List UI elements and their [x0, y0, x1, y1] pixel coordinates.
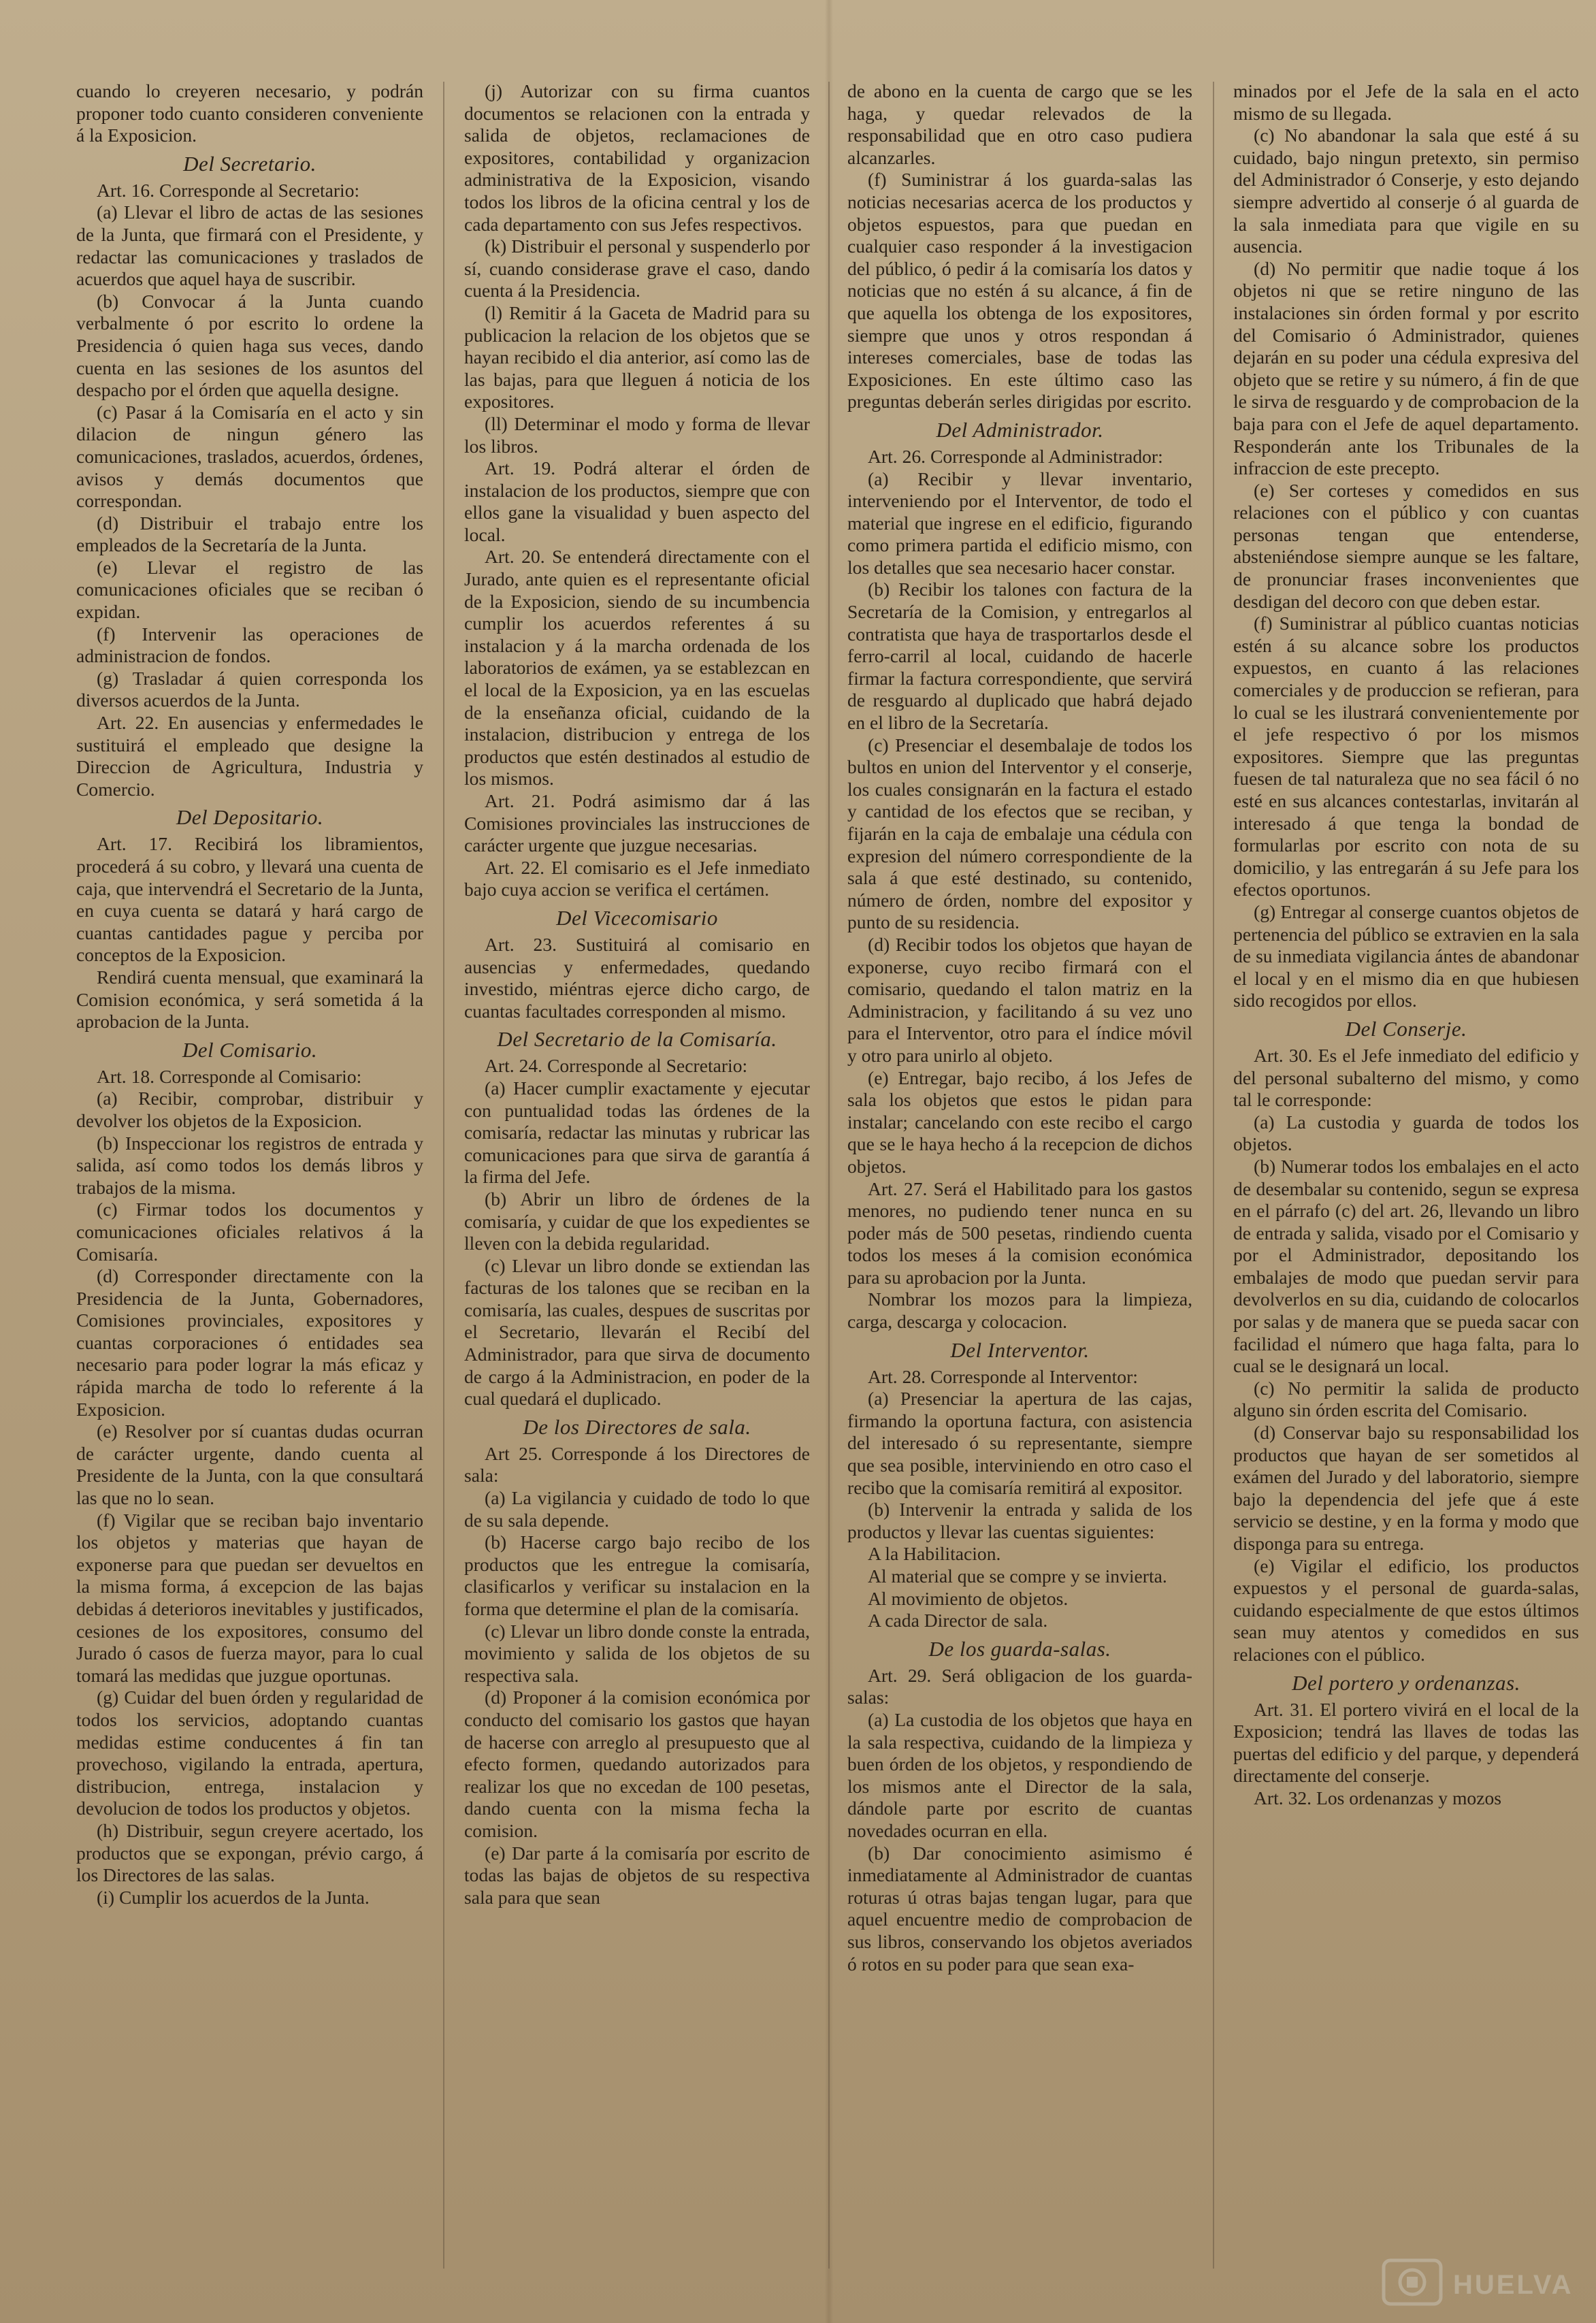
article-paragraph: (b) Dar conocimiento asimismo é inmediatamente al Administrador de cuantas roturas ú otras bajas tengan lugar, para que aquel encuentre medio de comprobacion de sus libros, conservando los objetos averiados ó rotos en su poder para que sean exa-: [847, 1842, 1192, 1975]
article-paragraph: (d) Proponer á la comision económica por conducto del comisario los gastos que hayan de hacerse con arreglo al presupuesto que al efecto formen, quedando autorizados para realizar los que no excedan de 100 pesetas, dando cuenta con la misma fecha la comision.: [464, 1687, 810, 1841]
article-paragraph: (c) No abandonar la sala que esté á su cuidado, bajo ningun pretexto, sin permiso del Administrador ó Conserje, y esto dejando siempre advertido al conserje ó al guarda de la sala inmediata para que vigile en su ausencia.: [1233, 125, 1579, 257]
article-paragraph: (f) Suministrar á los guarda-salas las noticias necesarias acerca de los productos y objetos espuestos, para que puedan en cualquier caso responder á la investigacion del público, ó pedir á la comisaría los datos y noticias que no estén á su alcance, á fin de que aquella los obtenga de los expositores, siempre que unos y otros respondan á intereses comerciales, base de todas las Exposiciones. En este último caso las preguntas deberán serles dirigidas por escrito.: [847, 169, 1192, 412]
article-paragraph: Art. 21. Podrá asimismo dar á las Comisiones provinciales las instrucciones de carácter urgente que juzgue necesarias.: [464, 790, 810, 856]
article-paragraph: (b) Recibir los talones con factura de la Secretaría de la Comision, y entregarlos al contratista que haya de trasportarlos desde el ferro-carril al local, cuidando de hacerle firmar la factura correspondiente, que servirá de resguardo al duplicado que habrá dejado en el libro de la Secretaría.: [847, 579, 1192, 734]
article-paragraph: (e) Ser corteses y comedidos en sus relaciones con el público y con cuantas personas tengan que entenderse, absteniéndose siempre aunque se les faltare, de pronunciar frases inconvenientes que desdigan del decoro con que deben estar.: [1233, 479, 1579, 612]
article-paragraph: Art. 32. Los ordenanzas y mozos: [1254, 1787, 1502, 1808]
section-heading: Del Interventor.: [950, 1337, 1090, 1362]
section-heading: Del Secretario de la Comisaría.: [497, 1027, 777, 1052]
archive-seal-icon: [1380, 2255, 1445, 2309]
article-paragraph: (e) Entregar, bajo recibo, á los Jefes de sala los objetos que estos le pidan para instalar; cancelando con este recibo el cargo que se le haya hecho á la recepcion de dichos objetos.: [847, 1067, 1192, 1177]
column-rule: [828, 82, 830, 2269]
article-paragraph: (b) Inspeccionar los registros de entrada y salida, así como todos los demás libros y trabajos de la misma.: [76, 1132, 423, 1198]
article-paragraph: (b) Intervenir la entrada y salida de los productos y llevar las cuentas siguientes:: [847, 1499, 1192, 1542]
article-paragraph: (e) Vigilar el edificio, los productos expuestos y el personal de guarda-salas, cuidando especialmente de que estos últimos sean muy atentos y comedidos en sus relaciones con el público.: [1233, 1555, 1579, 1665]
article-paragraph: Art. 20. Se entenderá directamente con el Jurado, ante quien es el representante oficial de la Exposicion, siendo de su incumbencia cumplir los acuerdos referentes á su instalacion y á la marcha ordenada de los laboratorios de exámen, ya se establezcan en el local de la Exposicion, ya en las escuelas de la enseñanza oficial, cuidando de la instalacion, distribucion y entrega de los productos que estén destinados al estudio de los mismos.: [464, 546, 810, 790]
article-paragraph: (a) Presenciar la apertura de las cajas, firmando la oportuna factura, con asistencia del interesado ó su representante, siempre que sea posible, interviniendo en otro caso el recibo que la comisaría remitirá al expositor.: [847, 1388, 1192, 1498]
article-paragraph: Art. 24. Corresponde al Secretario:: [485, 1055, 748, 1077]
article-paragraph: Art. 16. Corresponde al Secretario:: [97, 179, 360, 201]
article-paragraph: Rendirá cuenta mensual, que examinará la Comision económica, y será sometida á la aprobacion de la Junta.: [76, 966, 423, 1033]
article-paragraph: Art. 28. Corresponde al Interventor:: [868, 1365, 1138, 1387]
article-paragraph: Art 25. Corresponde á los Directores de sala:: [464, 1442, 810, 1487]
section-heading: Del Depositario.: [176, 805, 324, 830]
article-paragraph: Art. 19. Podrá alterar el órden de instalacion de los productos, siempre que con ellos gane la visualidad y buen aspecto del local.: [464, 457, 810, 545]
section-heading: Del portero y ordenanzas.: [1292, 1670, 1520, 1695]
article-paragraph: (g) Cuidar del buen órden y regularidad de todos los servicios, adoptando cuantas medidas estime conducentes á fin tan provechoso, vigilando la entrada, apertura, distribucion, entrega, instalacion y devolucion de todos los productos y objetos.: [76, 1687, 423, 1819]
article-paragraph: Art. 22. En ausencias y enfermedades le sustituirá el empleado que designe la Direccion de Agricultura, Industria y Comercio.: [76, 712, 423, 800]
article-paragraph: (a) Llevar el libro de actas de las sesiones de la Junta, que firmará con el Presidente, y redactar las comunicaciones y traslados de acuerdos que aquel haya de suscribir.: [76, 201, 423, 290]
article-paragraph: (g) Entregar al conserge cuantos objetos de pertenencia del público se extravien en la sala de su inmediata vigilancia ántes de abandonar el local y en el mismo dia en que hubiesen sido recogidos por ellos.: [1233, 900, 1579, 1011]
article-paragraph: Art. 18. Corresponde al Comisario:: [97, 1065, 362, 1087]
article-paragraph: Art. 22. El comisario es el Jefe inmediato bajo cuya accion se verifica el certámen.: [464, 856, 810, 900]
article-paragraph: (d) Corresponder directamente con la Presidencia de la Junta, Gobernadores, Comisiones provinciales, expositores y cuantas corporaciones ó entidades sea necesario para poder lograr la más eficaz y rápida marcha de todo lo referente á la Exposicion.: [76, 1265, 423, 1420]
article-paragraph: (g) Trasladar á quien corresponda los diversos acuerdos de la Junta.: [76, 667, 423, 711]
continued-paragraph: cuando lo creyeren necesario, y podrán proponer todo cuanto consideren conveniente á la Exposicion.: [76, 80, 423, 146]
article-paragraph: A cada Director de sala.: [868, 1610, 1048, 1631]
article-paragraph: (a) La custodia y guarda de todos los objetos.: [1233, 1111, 1579, 1155]
article-paragraph: (b) Numerar todos los embalajes en el acto de desembalar su contenido, segun se expresa en el párrafo (c) del art. 26, llevando un libro de entrada y salida, visado por el Comisario y por el Administrador, depositando los embalajes de modo que puedan servir para devolverlos en su dia, cuidando de colocarlos por salas y de manera que se pueda sacar con facilidad el número que haga falta, para lo cual se le designará un local.: [1233, 1155, 1579, 1377]
article-paragraph: Art. 30. Es el Jefe inmediato del edificio y del personal subalterno del mismo, y como tal le corresponde:: [1233, 1044, 1579, 1111]
continued-paragraph: minados por el Jefe de la sala en el acto mismo de su llegada.: [1233, 80, 1579, 124]
article-paragraph: (j) Autorizar con su firma cuantos documentos se relacionen con la entrada y salida de objetos, reclamaciones de expositores, contabilidad y organizacion administrativa de la Exposicion, visando todos los libros de la oficina central y los de cada departamento con sus Jefes respectivos.: [464, 80, 810, 235]
article-paragraph: Al movimiento de objetos.: [868, 1587, 1069, 1609]
article-paragraph: (c) Llevar un libro donde conste la entrada, movimiento y salida de los objetos de su respectiva sala.: [464, 1620, 810, 1686]
section-heading: Del Conserje.: [1345, 1016, 1467, 1041]
article-paragraph: (c) Llevar un libro donde se extiendan las facturas de los talones que se reciban en la comisaría, las cuales, despues de suscritas por el Secretario, llevarán el Recibí del Administrador, para que sirva de documento de cargo á la Administracion, en poder de la cual quedará el duplicado.: [464, 1254, 810, 1410]
article-paragraph: A la Habilitacion.: [868, 1543, 1001, 1565]
article-paragraph: (d) Conservar bajo su responsabilidad los productos que hayan de ser sometidos al exámen del Jurado y del laboratorio, siempre bajo la dependencia del jefe que á este servicio se destine, y en la forma y modo que disponga para su entrega.: [1233, 1422, 1579, 1554]
article-paragraph: (ll) Determinar el modo y forma de llevar los libros.: [464, 412, 810, 457]
article-paragraph: Al material que se compre y se invierta.: [868, 1565, 1167, 1587]
article-paragraph: (e) Llevar el registro de las comunicaciones oficiales que se reciban ó expidan.: [76, 556, 423, 623]
section-heading: Del Vicecomisario: [556, 905, 718, 930]
continued-paragraph: de abono en la cuenta de cargo que se les haga, y quedar relevados de la responsabilidad que en otro caso pudiera alcanzarles.: [847, 80, 1192, 168]
article-paragraph: (l) Remitir á la Gaceta de Madrid para su publicacion la relacion de los objetos que se hayan recibido el dia anterior, así como las de las bajas, para que lleguen á noticia de los expositores.: [464, 302, 810, 412]
article-paragraph: (c) Pasar á la Comisaría en el acto y sin dilacion de ningun género las comunicaciones, traslados, acuerdos, órdenes, avisos y demás documentos que correspondan.: [76, 401, 423, 512]
article-paragraph: (c) No permitir la salida de producto alguno sin órden escrita del Comisario.: [1233, 1377, 1579, 1421]
text-column-2: [464, 80, 810, 2286]
section-heading: Del Comisario.: [182, 1037, 318, 1062]
article-paragraph: (f) Suministrar al público cuantas noticias estén á su alcance sobre los productos expuestos, en cuanto á las relaciones comerciales y de produccion se refieran, para lo cual se les ilustrará convenientemente por el jefe respectivo ó por los mismos expositores. Siempre que las preguntas fuesen de tal naturaleza que no sea fácil ó no esté en sus alcances contestarlas, invitarán al interesado á que tenga la bondad de formularlas por escrito con nota de su domicilio, y las entregarán á su Jefe para los efectos oportunos.: [1233, 613, 1579, 900]
archive-watermark: [1380, 2255, 1584, 2309]
article-paragraph: Art. 26. Corresponde al Administrador:: [868, 445, 1163, 467]
article-paragraph: (b) Hacerse cargo bajo recibo de los productos que les entregue la comisaría, clasificarlos y verificar su instalacion en la forma que determine el plan de la comisaría.: [464, 1531, 810, 1619]
watermark-text: HUELVA: [1453, 2270, 1574, 2300]
article-paragraph: (a) Recibir, comprobar, distribuir y devolver los objetos de la Exposicion.: [76, 1088, 423, 1131]
article-paragraph: (d) Recibir todos los objetos que hayan de exponerse, cuyo recibo firmará con el comisario, quedando el talon matriz en la Administracion, y facilitando á su vez uno para el Interventor, otro para el índice móvil y otro para unirlo al objeto.: [847, 933, 1192, 1066]
article-paragraph: (b) Convocar á la Junta cuando verbalmente ó por escrito lo ordene la Presidencia ó quien haga sus veces, dando cuenta en las sesiones de los asuntos del despacho por el órden que aquella designe.: [76, 290, 423, 401]
article-paragraph: (c) Firmar todos los documentos y comunicaciones oficiales relativos á la Comisaría.: [76, 1199, 423, 1265]
article-paragraph: (i) Cumplir los acuerdos de la Junta.: [97, 1886, 370, 1908]
article-paragraph: Art. 27. Será el Habilitado para los gastos menores, no pudiendo tener nunca en su poder más de 500 pesetas, rindiendo cuenta todos los meses á la comision económica para su aprobacion por la Junta.: [847, 1177, 1192, 1288]
section-heading: De los guarda-salas.: [928, 1636, 1111, 1661]
article-paragraph: Art. 31. El portero vivirá en el local de la Exposicion; tendrá las llaves de todas las puertas del edificio y del parque, y dependerá directamente del conserje.: [1233, 1698, 1579, 1787]
article-paragraph: (c) Presenciar el desembalaje de todos los bultos en union del Interventor y el conserje, los cuales consignarán en la factura el estado y cantidad de los efectos que se reciban, y fijarán en la caja de embalaje una cédula con expresion del número correspondiente de la sala á que esté destinado, su contenido, número de órden, nombre del expositor y punto de su residencia.: [847, 734, 1192, 933]
text-column-1: [76, 80, 423, 2286]
article-paragraph: (k) Distribuir el personal y suspenderlo por sí, cuando considerase grave el caso, dando cuenta á la Presidencia.: [464, 235, 810, 302]
article-paragraph: (d) No permitir que nadie toque á los objetos ni que se retire ninguno de las instalaciones sin órden formal y por escrito del Comisario ó Administrador, quienes dejarán en su poder una cédula expresiva del objeto que se retire y su número, á fin de que le sirva de resguardo y de comprobacion de la baja para con el Jefe de aquel departamento. Responderán ante los Tribunales de la infraccion de este precepto.: [1233, 257, 1579, 479]
section-heading: Del Administrador.: [936, 417, 1104, 442]
article-paragraph: (a) Recibir y llevar inventario, interveniendo por el Interventor, de todo el material que ingrese en el edificio, figurando como primera partida el edificio mismo, con los detalles que sea necesario hacer constar.: [847, 468, 1192, 578]
article-paragraph: Art. 29. Será obligacion de los guarda-salas:: [847, 1664, 1192, 1708]
article-paragraph: (d) Distribuir el trabajo entre los empleados de la Secretaría de la Junta.: [76, 512, 423, 556]
text-column-3: [847, 80, 1192, 2286]
article-paragraph: (e) Resolver por sí cuantas dudas ocurran de carácter urgente, dando cuenta al Presidente de la Junta, con la que consultará las que no lo sean.: [76, 1420, 423, 1509]
section-heading: De los Directores de sala.: [523, 1414, 751, 1439]
column-rule: [1213, 82, 1214, 2269]
article-paragraph: (h) Distribuir, segun creyere acertado, los productos que se expongan, prévio cargo, á los Directores de las salas.: [76, 1819, 423, 1886]
article-paragraph: Art. 17. Recibirá los libramientos, procederá á su cobro, y llevará una cuenta de caja, que intervendrá el Secretario de la Junta, en cuya cuenta se datará y hará cargo de cuantas cantidades pague y perciba por conceptos de la Exposicion.: [76, 833, 423, 966]
text-column-4: [1233, 80, 1579, 2286]
article-paragraph: (a) La custodia de los objetos que haya en la sala respectiva, cuidando de la limpieza y buen órden de los objetos, y respondiendo de los mismos ante el Director de la sala, dándole parte por escrito de cuantas novedades ocurran en ella.: [847, 1708, 1192, 1841]
article-paragraph: (b) Abrir un libro de órdenes de la comisaría, y cuidar de que los expedientes se lleven con la debida regularidad.: [464, 1188, 810, 1254]
article-paragraph: (a) Hacer cumplir exactamente y ejecutar con puntualidad todas las órdenes de la comisaría, redactar las minutas y rubricar las comunicaciones para que sirva de garantía á la firma del Jefe.: [464, 1077, 810, 1188]
article-paragraph: (e) Dar parte á la comisaría por escrito de todas las bajas de objetos de su respectiva sala para que sean: [464, 1842, 810, 1908]
column-rule: [443, 82, 444, 2269]
article-paragraph: (f) Intervenir las operaciones de administracion de fondos.: [76, 623, 423, 667]
article-paragraph: (a) La vigilancia y cuidado de todo lo que de su sala depende.: [464, 1487, 810, 1531]
article-paragraph: Nombrar los mozos para la limpieza, carga, descarga y colocacion.: [847, 1288, 1192, 1333]
article-paragraph: Art. 23. Sustituirá al comisario en ausencias y enfermedades, quedando investido, miéntras ejerce dicho cargo, de cuantas facultades corresponden al mismo.: [464, 933, 810, 1022]
section-heading: Del Secretario.: [183, 151, 316, 176]
article-paragraph: (f) Vigilar que se reciban bajo inventario los objetos y materias que hayan de exponerse para que puedan ser devueltos en la misma forma, á excepcion de las bajas debidas á deterioros inevitables y justificados, cesiones de los expositores, consumo del Jurado ó casos de fuerza mayor, para lo cual tomará las medidas que juzgue oportunas.: [76, 1509, 423, 1686]
